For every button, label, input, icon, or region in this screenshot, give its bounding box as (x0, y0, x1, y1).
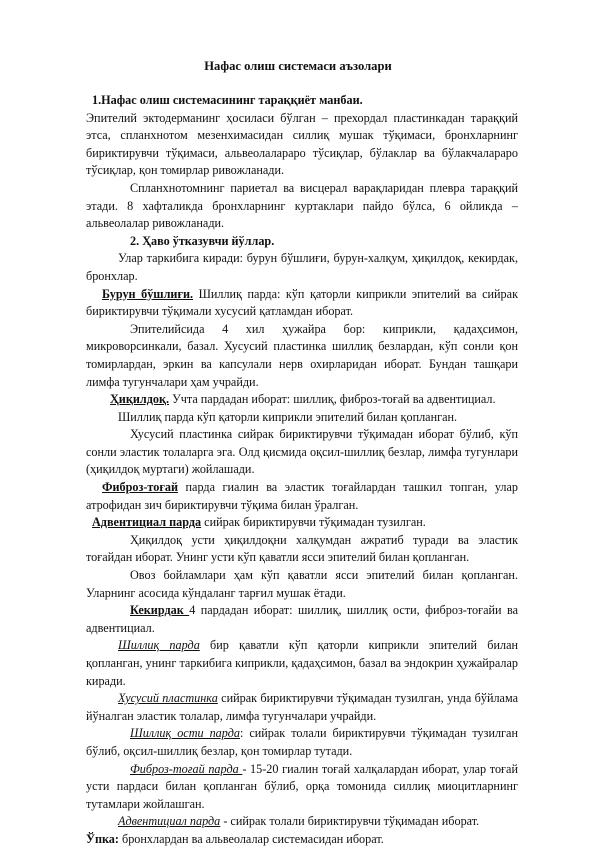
larynx-label: Ҳиқилдоқ. (110, 392, 170, 407)
paragraph-lung (86, 831, 518, 849)
nasal-cavity-text: Шиллиқ парда: кўп қаторли киприкли эпителий ва сийрак бириктирувчи тўқимали хусусий қатламдан иборат. (86, 286, 518, 319)
fibrocartilage-label: Фиброз-тоғай (102, 480, 178, 495)
nasal-cavity-label: Бурун бўшлиғи. (102, 286, 194, 301)
trachea-text: 4 пардадан иборат: шиллиқ, шиллиқ ости, фиброз-тоғайи ва адвентициал. (86, 603, 518, 635)
paragraph-trachea-submucosa (86, 725, 518, 760)
paragraph-nasal-cavity (86, 286, 518, 321)
trachea-submucosa-text: : сийрак толали бириктирувчи тўқимадан тузилган бўлиб, оқсил-шиллиқ безлар, қон томирлар тутади. (86, 726, 518, 758)
paragraph-vocal-folds: Овоз бойламлари ҳам кўп қаватли ясси эпителий билан қопланган. Уларнинг асосида кўндаланг тарғил мушак ётади. (86, 568, 518, 600)
document-body (86, 92, 518, 849)
trachea-submucosa-label: Шиллиқ ости парда (130, 726, 240, 741)
paragraph-larynx-lamina: Хусусий пластинка сийрак бириктирувчи тўқимадан иборат бўлиб, кўп сонли эластик толаларга эга. Олд қисмида оқсил-шиллиқ безлар, лимфа тугунлари (ҳиқилдоқ муртаги) жойлашади. (86, 427, 518, 477)
paragraph-fibrocartilage (86, 479, 518, 514)
trachea-mucosa-text: бир қаватли кўп қаторли киприкли эпителий билан қопланган, унинг таркибига киприкли, қадаҳсимон, базал ва эндокрин ҳужайралар киради. (86, 638, 518, 688)
paragraph-larynx-mucosa: Шиллиқ парда кўп қаторли киприкли эпителий билан қопланган. (118, 409, 458, 424)
paragraph-epiglottis: Ҳиқилдоқ усти ҳиқилдоқни халқумдан ажратиб туради ва эластик тоғайдан иборат. Унинг усти кўп қаватли ясси эпителий билан қопланган. (86, 532, 518, 565)
fibrocartilage-text: парда гиалин ва эластик тоғайлардан ташкил топган, улар атрофидан зич бириктирувчи тўқима билан ўралган. (86, 480, 518, 512)
lung-text: бронхлардан ва альвеолалар системасидан иборат. (118, 831, 384, 846)
trachea-fibrocartilage-label: Фиброз-тоғай парда (130, 761, 243, 776)
trachea-mucosa-label: Шиллиқ парда (118, 638, 200, 653)
trachea-lamina-label: Хусусий пластинка (118, 691, 218, 706)
paragraph-adventitia (86, 514, 518, 532)
trachea-adventitia-text: - сийрак толали бириктирувчи тўқимадан иборат. (220, 814, 480, 829)
adventitia-label: Адвентициал парда (92, 515, 202, 530)
trachea-fibrocartilage-text: - 15-20 гиалин тоғай халқалардан иборат, улар тоғай усти пардаси билан қопланган бўлиб, орқа томонида силлиқ миоцитларнинг тутамлари жойлашган. (86, 761, 518, 811)
paragraph-trachea (86, 602, 518, 637)
paragraph-trachea-mucosa (86, 637, 518, 690)
paragraph-larynx (86, 391, 518, 409)
adventitia-text: сийрак бириктирувчи тўқимадан тузилган. (201, 515, 426, 530)
trachea-adventitia-label: Адвентициал парда (118, 814, 221, 829)
paragraph-origin: Эпителий эктодерманинг ҳосиласи бўлган – прехордал пластинкадан тараққий этса, спланхнотом мезенхимасидан силлиқ мушак тўқимаси, бронхларнинг бириктирувчи тўқимаси, альвеолалараро тўсиқлар, бўлаклар ва бўлакчалараро тўсиқлар, қон томирлар ривожланади. (86, 110, 518, 178)
page-title: Нафас олиш системаси аъзолари (204, 59, 392, 73)
section-2-heading: 2. Ҳаво ўтказувчи йўллар. (130, 233, 275, 248)
trachea-label: Кекирдак (130, 603, 190, 618)
paragraph-pleura: Спланхнотомнинг париетал ва висцерал варақларидан плевра тараққий этади. 8 хафталикда бронхларнинг куртаклари пайдо бўлса, 6 ойликда – альвеолалар ривожланади. (86, 180, 518, 231)
paragraph-trachea-fibrocartilage (86, 761, 518, 814)
paragraph-epithelium: Эпителийсида 4 хил ҳужайра бор: киприкли, қадаҳсимон, микроворсинкали, базал. Хусусий пластинка шиллиқ безлардан, кўп сонли қон томирлардан, эркин ва капсулали нерв охирларидан иборат. Бундан ташқари лимфа тугунчалари ҳам учрайди. (86, 321, 518, 389)
lung-label: Ўпка: (86, 831, 119, 846)
trachea-lamina-text: сийрак бириктирувчи тўқимадан тузилган, унда бўйлама йўналган эластик толалар, лимфа тугунчалари учрайди. (86, 691, 518, 723)
paragraph-trachea-adventitia (86, 813, 518, 831)
paragraph-trachea-lamina (86, 690, 518, 725)
section-1-heading: 1.Нафас олиш системасининг тараққиёт манбаи. (92, 93, 363, 107)
larynx-text: Учта пардадан иборат: шиллиқ, фиброз-тоғай ва адвентициал. (169, 392, 496, 407)
paragraph-airways: Улар таркибига киради: бурун бўшлиғи, бурун-халқум, ҳиқилдоқ, кекирдак, бронхлар. (86, 251, 518, 283)
